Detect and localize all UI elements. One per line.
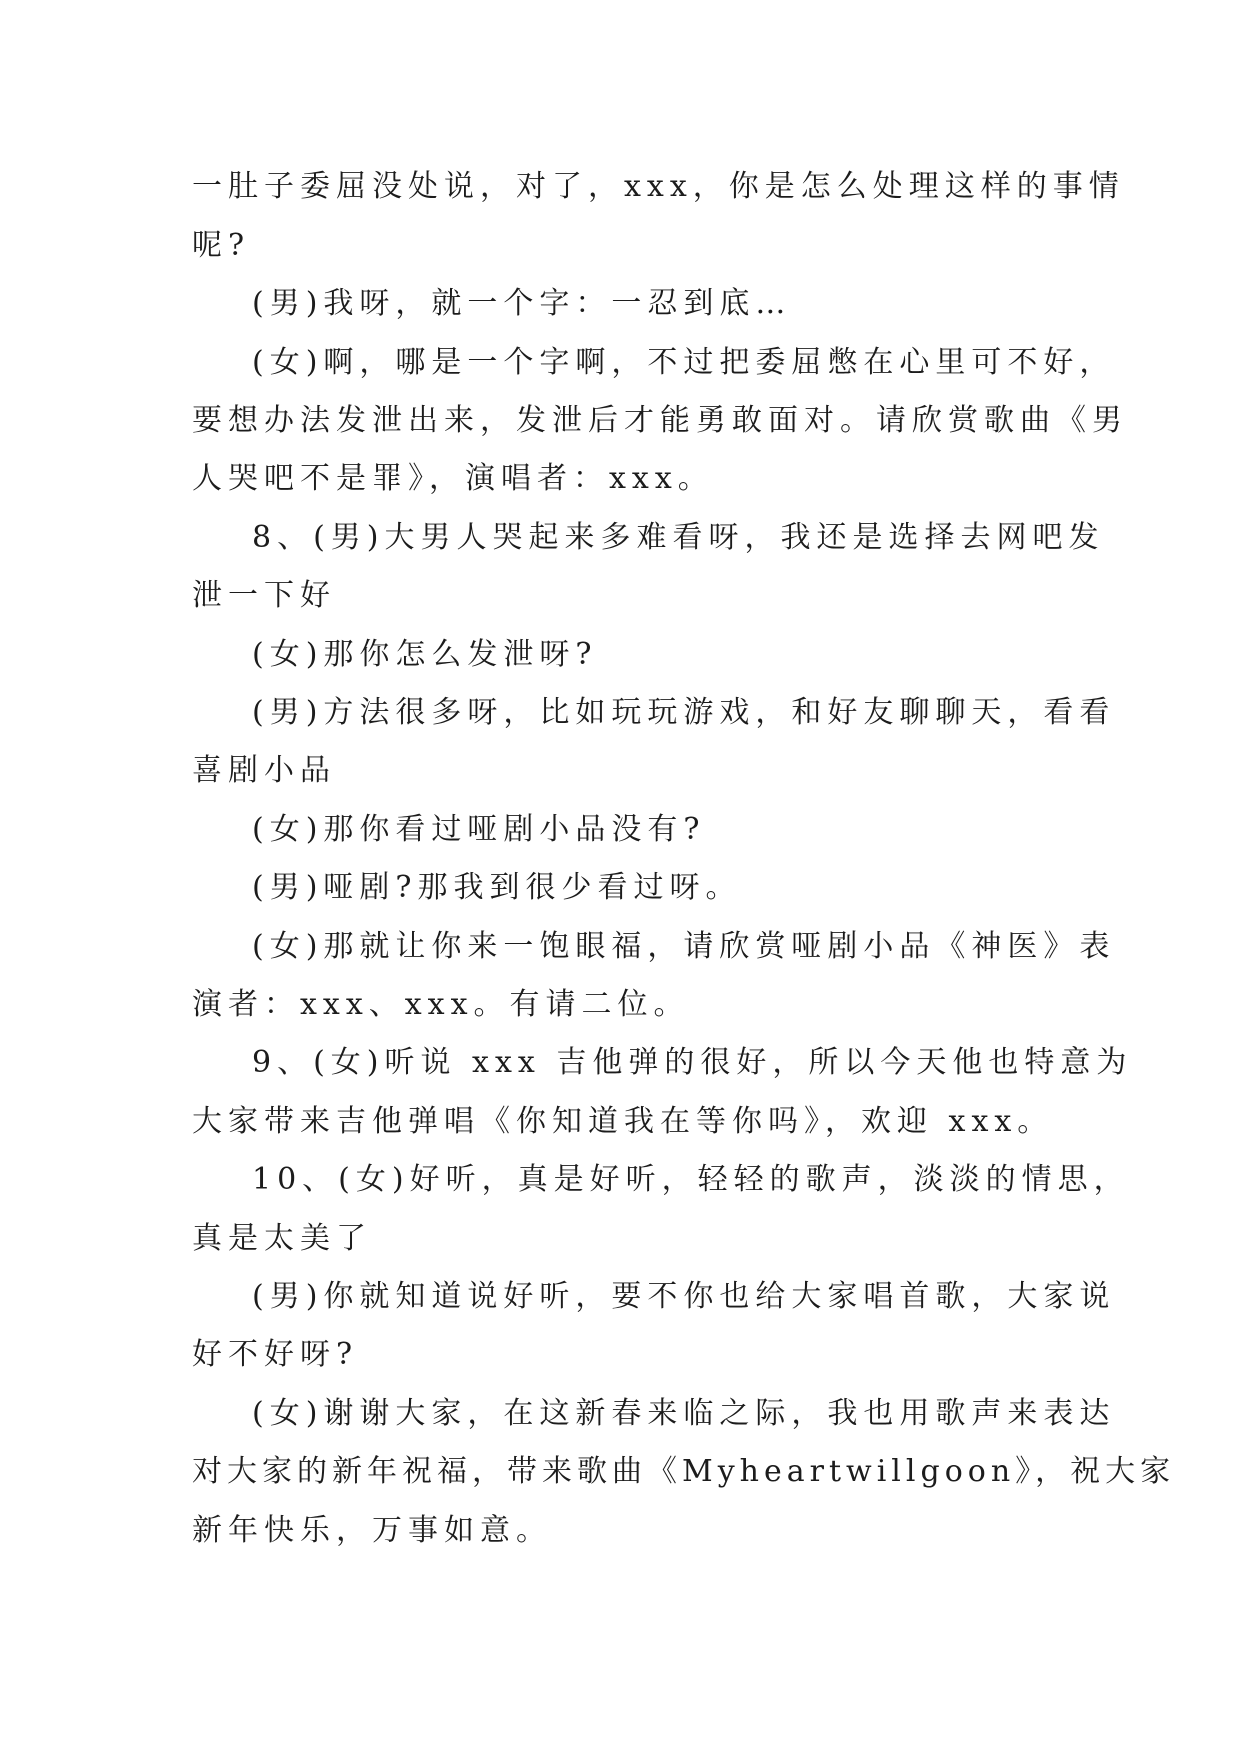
text-line: 人哭吧不是罪》，演唱者：xxx。	[192, 461, 714, 496]
text-line: 新年快乐，万事如意。	[192, 1513, 552, 1548]
text-line: (男)哑剧?那我到很少看过呀。	[252, 870, 742, 905]
text-line: 演者：xxx、xxx。有请二位。	[192, 987, 690, 1022]
text-line: 要想办法发泄出来，发泄后才能勇敢面对。请欣赏歌曲《男	[192, 403, 1128, 438]
text-line: 对大家的新年祝福，带来歌曲《Myheartwillgoon》，祝大家	[192, 1454, 1176, 1489]
text-line: (男)方法很多呀，比如玩玩游戏，和好友聊聊天，看看	[252, 695, 1116, 730]
text-line: 喜剧小品	[192, 753, 336, 788]
text-line: 一肚子委屈没处说，对了，xxx，你是怎么处理这样的事情	[192, 169, 1125, 204]
text-line: (女)那你看过哑剧小品没有?	[252, 812, 706, 847]
text-line: (男)我呀，就一个字：一忍到底…	[252, 286, 792, 321]
text-line: (女)那就让你来一饱眼福，请欣赏哑剧小品《神医》表	[252, 929, 1116, 964]
text-line: 真是太美了	[192, 1221, 372, 1256]
text-line: 呢?	[192, 228, 251, 263]
text-line: 8、(男)大男人哭起来多难看呀，我还是选择去网吧发	[252, 520, 1105, 555]
text-line: 9、(女)听说 xxx 吉他弹的很好，所以今天他也特意为	[252, 1045, 1133, 1080]
text-line: (女)谢谢大家，在这新春来临之际，我也用歌声来表达	[252, 1396, 1116, 1431]
text-line: (女)啊，哪是一个字啊，不过把委屈憋在心里可不好，	[252, 345, 1116, 380]
text-line: 大家带来吉他弹唱《你知道我在等你吗》，欢迎 xxx。	[192, 1104, 1054, 1139]
text-line: 好不好呀?	[192, 1337, 359, 1372]
text-line: 泄一下好	[192, 578, 336, 613]
text-line: (男)你就知道说好听，要不你也给大家唱首歌，大家说	[252, 1279, 1116, 1314]
text-line: 10、(女)好听，真是好听，轻轻的歌声，淡淡的情思，	[252, 1162, 1130, 1197]
text-line: (女)那你怎么发泄呀?	[252, 637, 598, 672]
